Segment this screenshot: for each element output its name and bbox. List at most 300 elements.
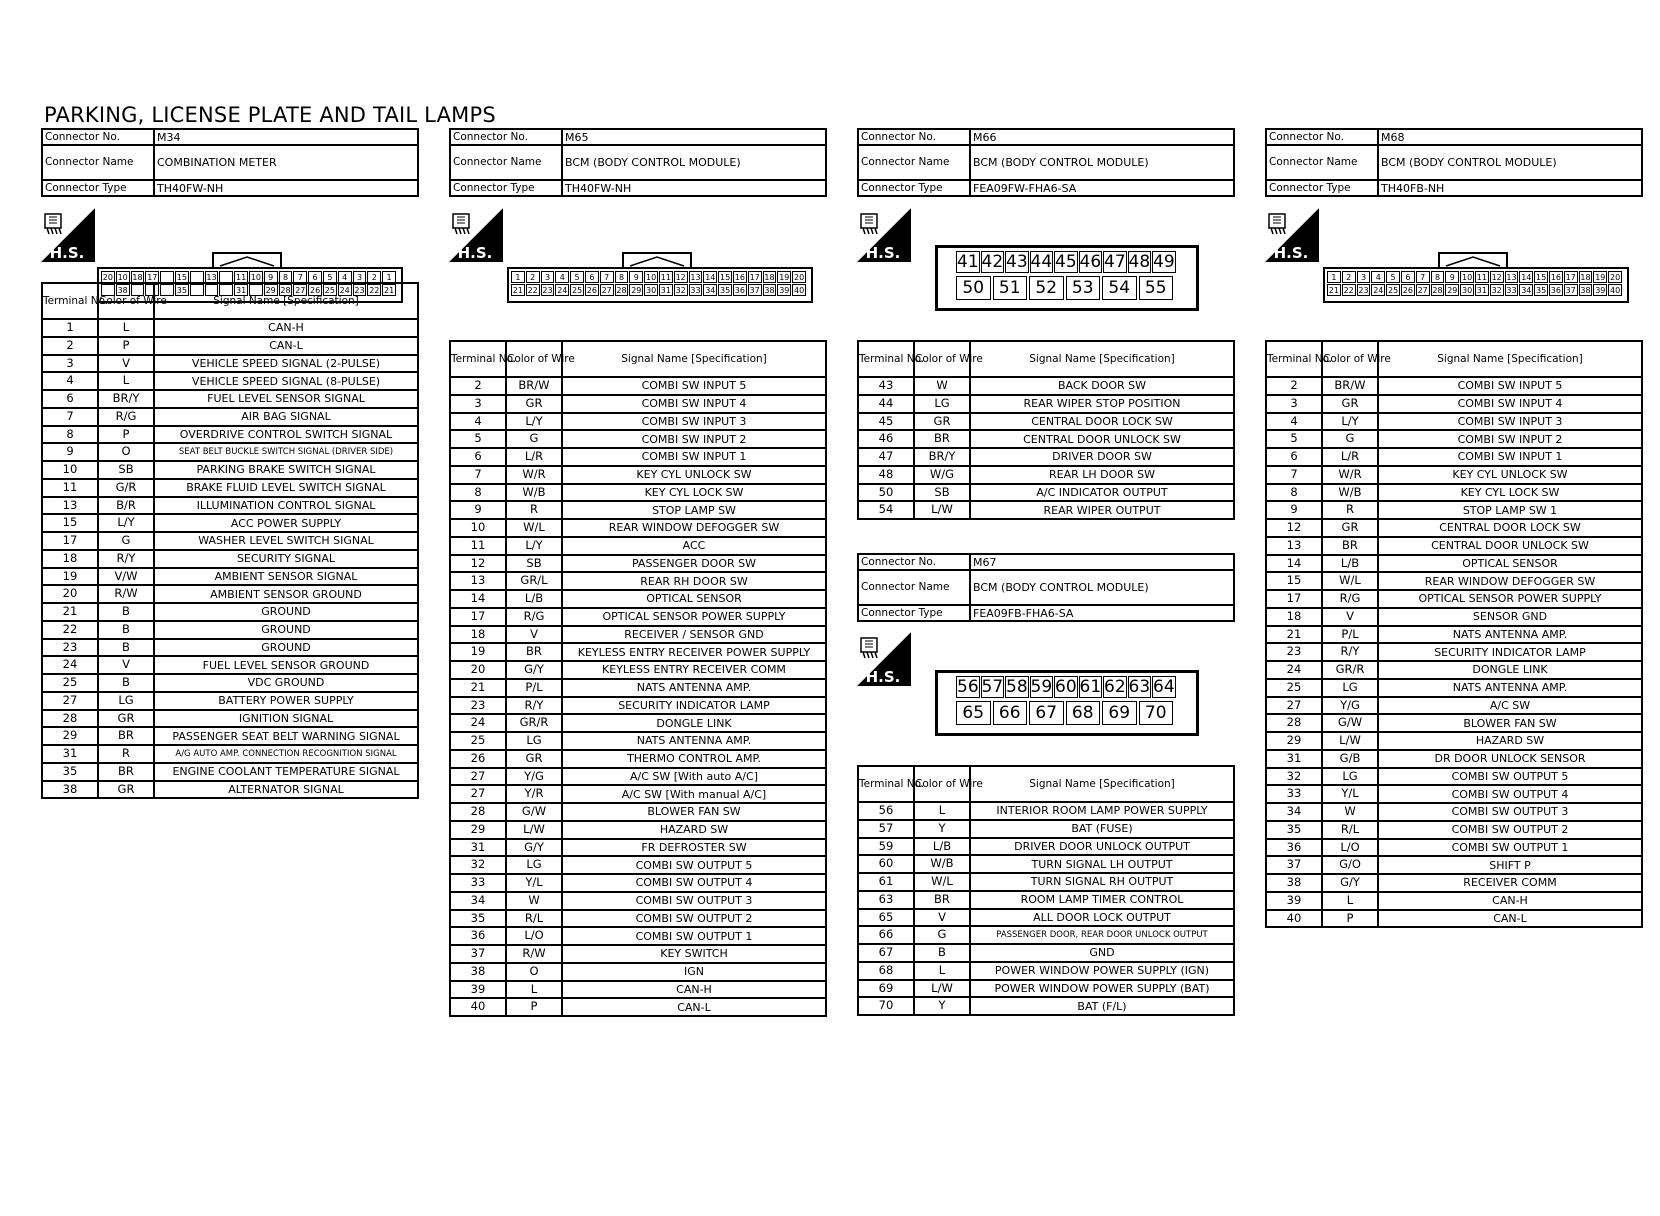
wire-color: L bbox=[914, 802, 970, 820]
table-row bbox=[858, 962, 1234, 980]
terminal-no: 46 bbox=[858, 430, 914, 448]
pin-cell: 23 bbox=[542, 286, 553, 295]
table-row bbox=[42, 355, 418, 373]
wire-color: LG bbox=[98, 692, 154, 710]
connector-no-value: M34 bbox=[154, 129, 418, 145]
wire-color: L/B bbox=[506, 590, 562, 608]
terminal-no: 7 bbox=[1266, 466, 1322, 484]
pin-cell: 51 bbox=[993, 276, 1028, 300]
table-row bbox=[42, 514, 418, 532]
pin-cell: 13 bbox=[1506, 273, 1517, 282]
signal-name: SECURITY INDICATOR LAMP bbox=[562, 697, 826, 715]
signal-name: STOP LAMP SW 1 bbox=[1378, 501, 1642, 519]
table-row bbox=[858, 997, 1234, 1015]
connector-info-M67 bbox=[857, 553, 1235, 622]
signal-name: SEAT BELT BUCKLE SWITCH SIGNAL (DRIVER SIDE) bbox=[154, 443, 418, 461]
wire-color: W bbox=[1322, 803, 1378, 821]
table-row bbox=[42, 621, 418, 639]
pin-cell: 18 bbox=[764, 273, 775, 282]
pin-cell: 64 bbox=[1153, 677, 1175, 697]
wire-color: W/R bbox=[1322, 466, 1378, 484]
pin-cell: 25 bbox=[324, 286, 335, 295]
terminal-no: 24 bbox=[450, 714, 506, 732]
pin-cell: 16 bbox=[734, 273, 745, 282]
svg-text:H.S.: H.S. bbox=[865, 244, 901, 262]
wire-color: W/L bbox=[506, 519, 562, 537]
terminal-no: 17 bbox=[450, 608, 506, 626]
table-row bbox=[858, 980, 1234, 998]
signal-name: COMBI SW OUTPUT 3 bbox=[1378, 803, 1642, 821]
wire-color: R/G bbox=[1322, 590, 1378, 608]
terminal-no: 19 bbox=[450, 643, 506, 661]
terminal-no: 18 bbox=[450, 626, 506, 644]
wire-color: B bbox=[98, 639, 154, 657]
signal-name: COMBI SW OUTPUT 1 bbox=[562, 927, 826, 945]
table-row bbox=[450, 981, 826, 999]
signal-name: GROUND bbox=[154, 621, 418, 639]
table-row bbox=[450, 626, 826, 644]
pin-cell: 38 bbox=[117, 286, 128, 295]
wire-color: P bbox=[98, 426, 154, 444]
wire-color: V bbox=[1322, 608, 1378, 626]
pin-cell: 34 bbox=[705, 286, 716, 295]
table-row bbox=[1266, 874, 1642, 892]
pin-cell: 39 bbox=[779, 286, 790, 295]
table-row bbox=[858, 944, 1234, 962]
table-row bbox=[858, 802, 1234, 820]
terminal-no: 43 bbox=[858, 377, 914, 395]
wire-color: L/W bbox=[914, 980, 970, 998]
wire-color: L/O bbox=[1322, 839, 1378, 857]
signal-name: OPTICAL SENSOR bbox=[1378, 555, 1642, 573]
terminal-no: 59 bbox=[858, 838, 914, 856]
signal-name: BAT (F/L) bbox=[970, 997, 1234, 1015]
terminal-no: 24 bbox=[1266, 661, 1322, 679]
wire-color: BR bbox=[98, 763, 154, 781]
terminal-no: 21 bbox=[450, 679, 506, 697]
table-row bbox=[450, 927, 826, 945]
table-row bbox=[450, 430, 826, 448]
terminal-no: 32 bbox=[1266, 768, 1322, 786]
signal-name: PASSENGER SEAT BELT WARNING SIGNAL bbox=[154, 727, 418, 745]
terminal-no: 14 bbox=[450, 590, 506, 608]
signal-name: IGN bbox=[562, 963, 826, 981]
hs-icon bbox=[857, 632, 911, 686]
table-row bbox=[42, 461, 418, 479]
table-row bbox=[1266, 750, 1642, 768]
pin-cell: 67 bbox=[1029, 701, 1064, 725]
terminal-no: 10 bbox=[450, 519, 506, 537]
table-row bbox=[42, 710, 418, 728]
terminal-no: 5 bbox=[1266, 430, 1322, 448]
signal-name: COMBI SW OUTPUT 3 bbox=[562, 892, 826, 910]
terminal-no: 2 bbox=[42, 337, 98, 355]
pin-cell: 70 bbox=[1139, 701, 1174, 725]
terminal-no: 68 bbox=[858, 962, 914, 980]
table-row bbox=[1266, 626, 1642, 644]
signal-name: COMBI SW INPUT 1 bbox=[562, 448, 826, 466]
pin-cell: 53 bbox=[1066, 276, 1101, 300]
pin-cell: 42 bbox=[981, 252, 1004, 272]
signal-name: BATTERY POWER SUPPLY bbox=[154, 692, 418, 710]
pin-cell: 35 bbox=[719, 286, 731, 295]
terminal-table-M67 bbox=[857, 765, 1235, 1016]
wire-color: P/L bbox=[1322, 626, 1378, 644]
terminal-no: 8 bbox=[42, 426, 98, 444]
terminal-no: 45 bbox=[858, 413, 914, 431]
signal-name: DRIVER DOOR UNLOCK OUTPUT bbox=[970, 838, 1234, 856]
wire-color: LG bbox=[1322, 768, 1378, 786]
table-row bbox=[1266, 856, 1642, 874]
terminal-no: 17 bbox=[1266, 590, 1322, 608]
table-row bbox=[858, 501, 1234, 519]
signal-name: COMBI SW OUTPUT 2 bbox=[1378, 821, 1642, 839]
terminal-no: 40 bbox=[1266, 910, 1322, 928]
wire-color: Y/R bbox=[506, 785, 562, 803]
pin-cell: 26 bbox=[309, 286, 321, 295]
signal-name: POWER WINDOW POWER SUPPLY (IGN) bbox=[970, 962, 1234, 980]
terminal-no: 4 bbox=[450, 413, 506, 431]
signal-name: COMBI SW INPUT 4 bbox=[562, 395, 826, 413]
table-row bbox=[42, 390, 418, 408]
terminal-no: 18 bbox=[1266, 608, 1322, 626]
table-row bbox=[858, 430, 1234, 448]
connector-no-label: Connector No. bbox=[1266, 129, 1378, 145]
signal-name: COMBI SW INPUT 5 bbox=[562, 377, 826, 395]
terminal-no: 38 bbox=[450, 963, 506, 981]
pin-cell: 32 bbox=[1491, 286, 1502, 295]
table-row bbox=[450, 484, 826, 502]
wire-color: Y bbox=[914, 820, 970, 838]
signal-name: VDC GROUND bbox=[154, 674, 418, 692]
signal-name: COMBI SW INPUT 3 bbox=[562, 413, 826, 431]
table-row bbox=[1266, 785, 1642, 803]
pin-cell: 52 bbox=[1029, 276, 1064, 300]
pin-cell: 4 bbox=[338, 271, 352, 283]
signal-name: KEY CYL LOCK SW bbox=[1378, 484, 1642, 502]
wire-color: L bbox=[98, 319, 154, 337]
terminal-no: 29 bbox=[450, 821, 506, 839]
terminal-no: 60 bbox=[858, 855, 914, 873]
wire-color: V bbox=[98, 355, 154, 373]
signal-name: CAN-L bbox=[1378, 910, 1642, 928]
wire-color: R/G bbox=[506, 608, 562, 626]
signal-name: OPTICAL SENSOR POWER SUPPLY bbox=[562, 608, 826, 626]
signal-name: REAR WIPER OUTPUT bbox=[970, 501, 1234, 519]
terminal-no: 37 bbox=[1266, 856, 1322, 874]
pin-cell: 25 bbox=[1387, 286, 1399, 295]
table-row bbox=[1266, 714, 1642, 732]
signal-name: FUEL LEVEL SENSOR GROUND bbox=[154, 656, 418, 674]
wire-color: V bbox=[506, 626, 562, 644]
pin-cell: 31 bbox=[235, 286, 247, 295]
wire-color: L bbox=[506, 981, 562, 999]
terminal-no: 15 bbox=[1266, 572, 1322, 590]
table-row bbox=[858, 873, 1234, 891]
pin-cell: 12 bbox=[675, 273, 686, 282]
table-row bbox=[1266, 697, 1642, 715]
wire-color: BR/W bbox=[506, 377, 562, 395]
signal-name: REAR WINDOW DEFOGGER SW bbox=[1378, 572, 1642, 590]
connector-no-value: M66 bbox=[970, 129, 1234, 145]
table-row bbox=[42, 727, 418, 745]
table-row bbox=[450, 608, 826, 626]
table-row bbox=[42, 550, 418, 568]
table-row bbox=[42, 372, 418, 390]
pin-cell: 54 bbox=[1102, 276, 1137, 300]
table-row bbox=[858, 377, 1234, 395]
signal-name: CENTRAL DOOR UNLOCK SW bbox=[1378, 537, 1642, 555]
pin-cell: 46 bbox=[1079, 252, 1102, 272]
wire-color: SB bbox=[98, 461, 154, 479]
signal-name: WASHER LEVEL SWITCH SIGNAL bbox=[154, 532, 418, 550]
terminal-no: 57 bbox=[858, 820, 914, 838]
pin-cell: 29 bbox=[265, 286, 276, 295]
wire-color: G bbox=[98, 532, 154, 550]
terminal-no: 31 bbox=[1266, 750, 1322, 768]
connector-type-value: TH40FW-NH bbox=[562, 180, 826, 196]
table-row bbox=[450, 714, 826, 732]
table-row bbox=[858, 820, 1234, 838]
hs-icon bbox=[857, 208, 911, 262]
wire-color: G/O bbox=[1322, 856, 1378, 874]
hs-icon bbox=[1265, 208, 1319, 262]
table-row bbox=[450, 590, 826, 608]
terminal-no: 27 bbox=[42, 692, 98, 710]
terminal-no: 6 bbox=[1266, 448, 1322, 466]
signal-name: HAZARD SW bbox=[1378, 732, 1642, 750]
terminal-no: 35 bbox=[450, 910, 506, 928]
signal-name: CAN-L bbox=[562, 998, 826, 1016]
wire-color: P/L bbox=[506, 679, 562, 697]
pin-cell: 33 bbox=[690, 286, 701, 295]
pin-cell: 35 bbox=[176, 286, 187, 295]
pin-cell: 6 bbox=[585, 271, 599, 283]
signal-name: CAN-L bbox=[154, 337, 418, 355]
pin-cell: 39 bbox=[1595, 286, 1606, 295]
wire-color: R bbox=[98, 745, 154, 763]
wire-color: SB bbox=[914, 484, 970, 502]
connector-no-value: M65 bbox=[562, 129, 826, 145]
terminal-no-header: Terminal No. bbox=[42, 283, 98, 319]
table-row bbox=[450, 643, 826, 661]
signal-name-header: Signal Name [Specification] bbox=[970, 341, 1234, 377]
signal-name: COMBI SW INPUT 2 bbox=[1378, 430, 1642, 448]
terminal-no: 66 bbox=[858, 926, 914, 944]
signal-name: POWER WINDOW POWER SUPPLY (BAT) bbox=[970, 980, 1234, 998]
terminal-no: 20 bbox=[42, 585, 98, 603]
wire-color: G/W bbox=[1322, 714, 1378, 732]
terminal-no: 3 bbox=[42, 355, 98, 373]
pin-cell: 56 bbox=[957, 677, 979, 697]
table-row bbox=[42, 585, 418, 603]
signal-name: DONGLE LINK bbox=[1378, 661, 1642, 679]
pin-cell: 20 bbox=[102, 273, 113, 282]
signal-name: SENSOR GND bbox=[1378, 608, 1642, 626]
pin-cell: 66 bbox=[993, 701, 1028, 725]
signal-name: DR DOOR UNLOCK SENSOR bbox=[1378, 750, 1642, 768]
wire-color: L/R bbox=[506, 448, 562, 466]
signal-name: RECEIVER / SENSOR GND bbox=[562, 626, 826, 644]
pin-cell: 44 bbox=[1030, 252, 1053, 272]
wire-color: R bbox=[1322, 501, 1378, 519]
terminal-no: 47 bbox=[858, 448, 914, 466]
wire-color: BR bbox=[914, 891, 970, 909]
terminal-no: 39 bbox=[450, 981, 506, 999]
pin-cell: 34 bbox=[1521, 286, 1532, 295]
terminal-no: 36 bbox=[450, 927, 506, 945]
terminal-no: 21 bbox=[42, 603, 98, 621]
wire-color: GR bbox=[506, 750, 562, 768]
wire-color: B bbox=[98, 674, 154, 692]
table-row bbox=[1266, 892, 1642, 910]
connector-type-label: Connector Type bbox=[858, 605, 970, 621]
table-row bbox=[450, 768, 826, 786]
terminal-no: 11 bbox=[450, 537, 506, 555]
terminal-no: 38 bbox=[1266, 874, 1322, 892]
wire-color: Y/G bbox=[506, 768, 562, 786]
table-row bbox=[42, 532, 418, 550]
pin-cell: 11 bbox=[235, 273, 247, 282]
wire-color: GR bbox=[1322, 395, 1378, 413]
wire-color: P bbox=[98, 337, 154, 355]
table-row bbox=[450, 998, 826, 1016]
pin-cell: 31 bbox=[660, 286, 671, 295]
wire-color: R/L bbox=[1322, 821, 1378, 839]
table-row bbox=[42, 408, 418, 426]
table-row bbox=[1266, 643, 1642, 661]
pin-cell: 37 bbox=[749, 286, 760, 295]
signal-name: TURN SIGNAL RH OUTPUT bbox=[970, 873, 1234, 891]
terminal-no: 8 bbox=[450, 484, 506, 502]
table-row bbox=[42, 745, 418, 763]
terminal-no: 28 bbox=[450, 803, 506, 821]
table-row bbox=[1266, 377, 1642, 395]
terminal-no-header: Terminal No. bbox=[858, 766, 914, 802]
wire-color: L/B bbox=[1322, 555, 1378, 573]
table-row bbox=[1266, 679, 1642, 697]
pin-cell: 15 bbox=[719, 273, 731, 282]
terminal-no: 36 bbox=[1266, 839, 1322, 857]
table-row bbox=[42, 781, 418, 799]
terminal-no: 4 bbox=[42, 372, 98, 390]
pin-cell: 38 bbox=[1580, 286, 1591, 295]
table-row bbox=[1266, 608, 1642, 626]
terminal-no: 34 bbox=[450, 892, 506, 910]
signal-name: BRAKE FLUID LEVEL SWITCH SIGNAL bbox=[154, 479, 418, 497]
pin-cell: 48 bbox=[1128, 252, 1151, 272]
signal-name: ACC POWER SUPPLY bbox=[154, 514, 418, 532]
pin-cell: 2 bbox=[1342, 271, 1356, 283]
pin-cell: 7 bbox=[600, 271, 614, 283]
terminal-no: 7 bbox=[450, 466, 506, 484]
connector-type-label: Connector Type bbox=[42, 180, 154, 196]
pin-cell: 11 bbox=[1476, 273, 1487, 282]
wire-color: L/Y bbox=[506, 537, 562, 555]
wire-color: GR/R bbox=[506, 714, 562, 732]
table-row bbox=[1266, 590, 1642, 608]
signal-name: ENGINE COOLANT TEMPERATURE SIGNAL bbox=[154, 763, 418, 781]
wire-color-header: Color of Wire bbox=[506, 341, 562, 377]
terminal-no: 29 bbox=[42, 727, 98, 745]
terminal-table-M65 bbox=[449, 340, 827, 1017]
wire-color: R/G bbox=[98, 408, 154, 426]
terminal-no: 20 bbox=[450, 661, 506, 679]
signal-name: TURN SIGNAL LH OUTPUT bbox=[970, 855, 1234, 873]
signal-name: COMBI SW INPUT 1 bbox=[1378, 448, 1642, 466]
wire-color-header: Color of Wire bbox=[914, 766, 970, 802]
terminal-no: 29 bbox=[1266, 732, 1322, 750]
table-row bbox=[1266, 572, 1642, 590]
table-row bbox=[42, 603, 418, 621]
wire-color: L/Y bbox=[98, 514, 154, 532]
table-row bbox=[1266, 430, 1642, 448]
wire-color: BR/Y bbox=[98, 390, 154, 408]
pin-cell: 21 bbox=[383, 286, 395, 295]
wire-color: G/B bbox=[1322, 750, 1378, 768]
table-row bbox=[1266, 768, 1642, 786]
wire-color: LG bbox=[506, 732, 562, 750]
pin-cell: 49 bbox=[1153, 252, 1175, 272]
page-title: PARKING, LICENSE PLATE AND TAIL LAMPS bbox=[44, 103, 496, 127]
wire-color: L/R bbox=[1322, 448, 1378, 466]
pin-cell: 40 bbox=[793, 286, 805, 295]
wire-color: GR bbox=[98, 781, 154, 799]
pin-cell: 20 bbox=[793, 273, 805, 282]
signal-name: AMBIENT SENSOR SIGNAL bbox=[154, 568, 418, 586]
pin-cell: 12 bbox=[1491, 273, 1502, 282]
table-row bbox=[42, 568, 418, 586]
wire-color: W/G bbox=[914, 466, 970, 484]
signal-name: PARKING BRAKE SWITCH SIGNAL bbox=[154, 461, 418, 479]
signal-name: KEY CYL UNLOCK SW bbox=[562, 466, 826, 484]
pin-cell: 30 bbox=[645, 286, 657, 295]
connector-name-value: BCM (BODY CONTROL MODULE) bbox=[562, 145, 826, 180]
wire-color: L/Y bbox=[1322, 413, 1378, 431]
wire-color: G/Y bbox=[506, 839, 562, 857]
pin-cell: 13 bbox=[206, 273, 217, 282]
table-row bbox=[450, 679, 826, 697]
terminal-no: 48 bbox=[858, 466, 914, 484]
wire-color: L/W bbox=[506, 821, 562, 839]
table-row bbox=[450, 785, 826, 803]
signal-name: COMBI SW INPUT 3 bbox=[1378, 413, 1642, 431]
terminal-no: 2 bbox=[1266, 377, 1322, 395]
pin-cell: 9 bbox=[264, 271, 278, 283]
terminal-no: 25 bbox=[450, 732, 506, 750]
signal-name: COMBI SW INPUT 2 bbox=[562, 430, 826, 448]
signal-name: SECURITY SIGNAL bbox=[154, 550, 418, 568]
table-row bbox=[42, 479, 418, 497]
terminal-no-header: Terminal No. bbox=[858, 341, 914, 377]
pin-cell: 55 bbox=[1139, 276, 1174, 300]
terminal-no: 8 bbox=[1266, 484, 1322, 502]
pin-cell: 6 bbox=[1401, 271, 1415, 283]
table-row bbox=[858, 926, 1234, 944]
terminal-no: 38 bbox=[42, 781, 98, 799]
terminal-no: 21 bbox=[1266, 626, 1322, 644]
wire-color: W/B bbox=[506, 484, 562, 502]
wire-color: GR/R bbox=[1322, 661, 1378, 679]
pin-cell: 26 bbox=[586, 286, 597, 295]
table-row bbox=[42, 674, 418, 692]
terminal-no: 19 bbox=[42, 568, 98, 586]
wire-color: GR bbox=[1322, 519, 1378, 537]
pin-cell: 17 bbox=[147, 273, 158, 282]
wire-color: R/W bbox=[506, 945, 562, 963]
wire-color: G bbox=[914, 926, 970, 944]
terminal-no: 23 bbox=[42, 639, 98, 657]
